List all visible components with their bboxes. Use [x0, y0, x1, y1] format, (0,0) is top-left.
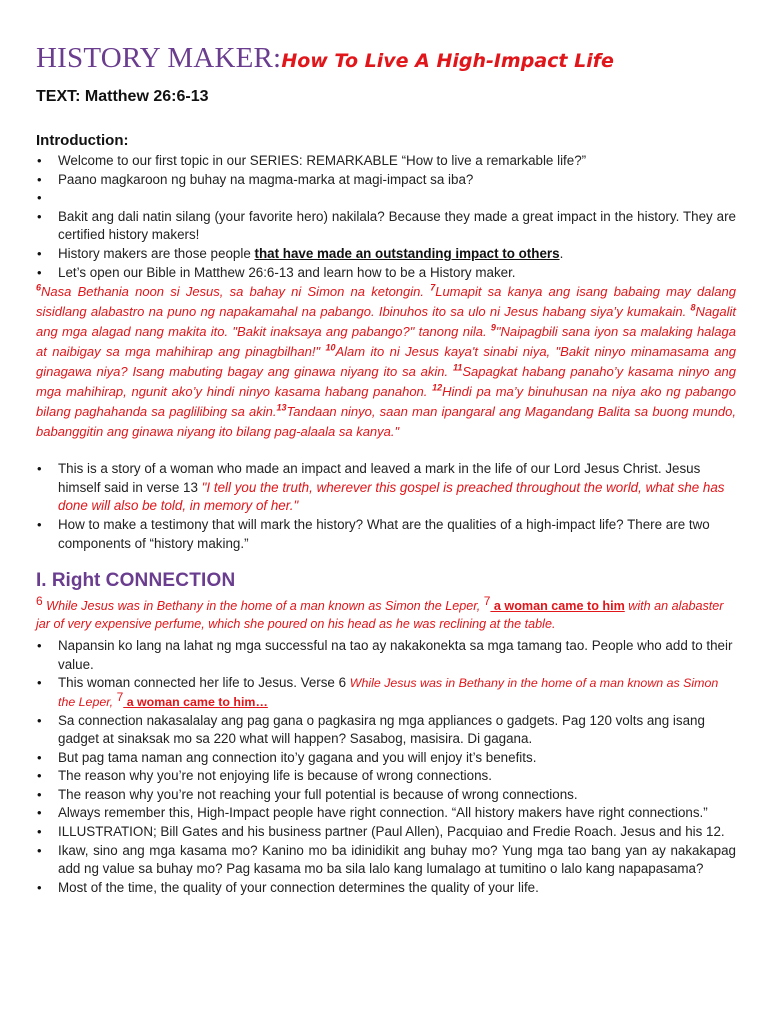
section-verse: $^6$ While Jesus was in Bethany in the home of a man known as Simon the Leper, $^7$ a woman came to him with an alabaster jar of very expensive perfume, which she poured on his head as he was reclining at the table. — [36, 593, 724, 632]
list-item: • Ikaw, sino ang mga kasama mo? Kanino mo ba idinidikit ang buhay mo? Yung mga tao bang yan ay nakakapag add ng value sa buhay mo? Pag kasama mo ba sila lalo kang lumalago at tumitino o lalo kang napapasama? — [36, 842, 736, 879]
verse-number: 10 — [325, 342, 336, 353]
list-item: • How to make a testimony that will mark the history? What are the qualities of a high-impact life? There are two components of “history making.” — [36, 516, 736, 553]
list-item — [36, 189, 736, 208]
list-item: • Welcome to our first topic in our SERIES: REMARKABLE “How to live a remarkable life?” — [36, 152, 736, 171]
list-item: • Most of the time, the quality of your connection determines the quality of your life. — [36, 879, 736, 898]
quote-text: While Jesus was in Bethany in the home of a man known as Simon the Leper, $^7$ a woman came to him… — [58, 676, 719, 709]
verse-number: 8 — [690, 302, 696, 313]
quote-text: "I tell you the truth, wherever this gospel is preached throughout the world, what she has done will also be told, in memory of her." — [58, 479, 725, 514]
list-item: • ILLUSTRATION; Bill Gates and his business partner (Paul Allen), Pacquiao and Fredie Roach. Jesus and his 12. — [36, 823, 736, 842]
verse-number: 12 — [432, 382, 443, 393]
verse-number: 9 — [490, 322, 496, 333]
list-item: • Napansin ko lang na lahat ng mga successful na tao ay nakakonekta sa mga tamang tao. People who add to their value. — [36, 637, 736, 674]
list-item: • Sa connection nakasalalay ang pag gana o pagkasira ng mga appliances o gadgets. Pag 120 volts ang isang gadget at sinaksak mo sa 220 what will happen? Sasabog, masisira. Di gagana. — [36, 712, 736, 749]
list-item: • The reason why you’re not enjoying life is because of wrong connections. — [36, 767, 736, 786]
intro-heading: Introduction: — [36, 132, 129, 149]
verse-number: 7 — [483, 593, 491, 608]
list-item: • Always remember this, High-Impact people have right connection. “All history makers have right connections.” — [36, 804, 736, 823]
intro-list — [36, 152, 736, 282]
list-item: • This woman connected her life to Jesus. Verse 6 While Jesus was in Bethany in the home of a man known as Simon the Leper, $^7$ a woman came to him… — [36, 674, 736, 711]
emphasis-text: a woman came to him — [490, 599, 625, 614]
title-subtitle: How To Live A High-Impact Life — [281, 50, 614, 72]
list-item: • The reason why you’re not reaching your full potential is because of wrong connections. — [36, 786, 736, 805]
list-item: • This is a story of a woman who made an impact and leaved a mark in the life of our Lord Jesus Christ. Jesus himself said in verse 13 "I tell you the truth, wherever this gospel is preached throughout the world, what she has done will also be told, in memory of her." — [36, 460, 736, 516]
verse-number: 13 — [276, 402, 287, 413]
section-list — [36, 637, 736, 897]
emphasis-text: that have made an outstanding impact to others — [254, 245, 560, 261]
scripture-passage: $^6$Nasa Bethania noon si Jesus, sa bahay ni Simon na ketongin. $^7$Lumapit sa kanya ang isang babaing may dalang sisidlang alabastro na puno ng napakamahal na pabango. Ibinuhos ito sa ulo ni Jesus habang siya’y kumakain. $^8$Nagalit ang mga alagad nang makita ito. "Bakit inaksaya ang pabango?" tanong nila. $^9$"Naipagbili sana iyon sa malaking halaga at naibigay sa mga mahihirap ang pinagbilhan!" $^{10}$Alam ito ni Jesus kaya't sinabi niya, "Bakit ninyo minamasama ang ginagawa niya? Isang mabuting bagay ang ginawa niyang ito sa akin. $^{11}$Sapagkat habang panaho’y kasama ninyo ang mga mahihirap, ngunit ako’y hindi ninyo kasama habang panahon. $^{12}$Hindi pa ma’y binuhusan na niya ako ng pabango bilang paghahanda sa paglilibing sa akin.$^{13}$Tandaan ninyo, saan man ipangaral ang Magandang Balita sa buong mundo, babanggitin ang ginawa niyang ito bilang pag-alaala sa kanya." — [36, 282, 737, 440]
list-item: • But pag tama naman ang connection ito’y gagana and you will enjoy it’s benefits. — [36, 749, 736, 768]
list-item: • History makers are those people that have made an outstanding impact to others. — [36, 245, 736, 264]
section-heading: I. Right CONNECTION — [36, 570, 236, 592]
text-reference: TEXT: Matthew 26:6-13 — [36, 88, 209, 105]
verse-number: 6 — [36, 593, 43, 608]
verse-number: 7 — [430, 282, 436, 293]
verse-number: 11 — [453, 362, 463, 373]
verse-number: 6 — [36, 282, 42, 293]
title-main: HISTORY MAKER: — [36, 42, 282, 74]
list-item: • Paano magkaroon ng buhay na magma-marka at magi-impact sa iba? — [36, 171, 736, 190]
story-list — [36, 460, 736, 553]
list-item: • Let’s open our Bible in Matthew 26:6-13 and learn how to be a History maker. — [36, 264, 736, 283]
list-item: • Bakit ang dali natin silang (your favorite hero) nakilala? Because they made a great impact in the history. They are certified history makers! — [36, 208, 736, 245]
page-title — [36, 44, 736, 84]
